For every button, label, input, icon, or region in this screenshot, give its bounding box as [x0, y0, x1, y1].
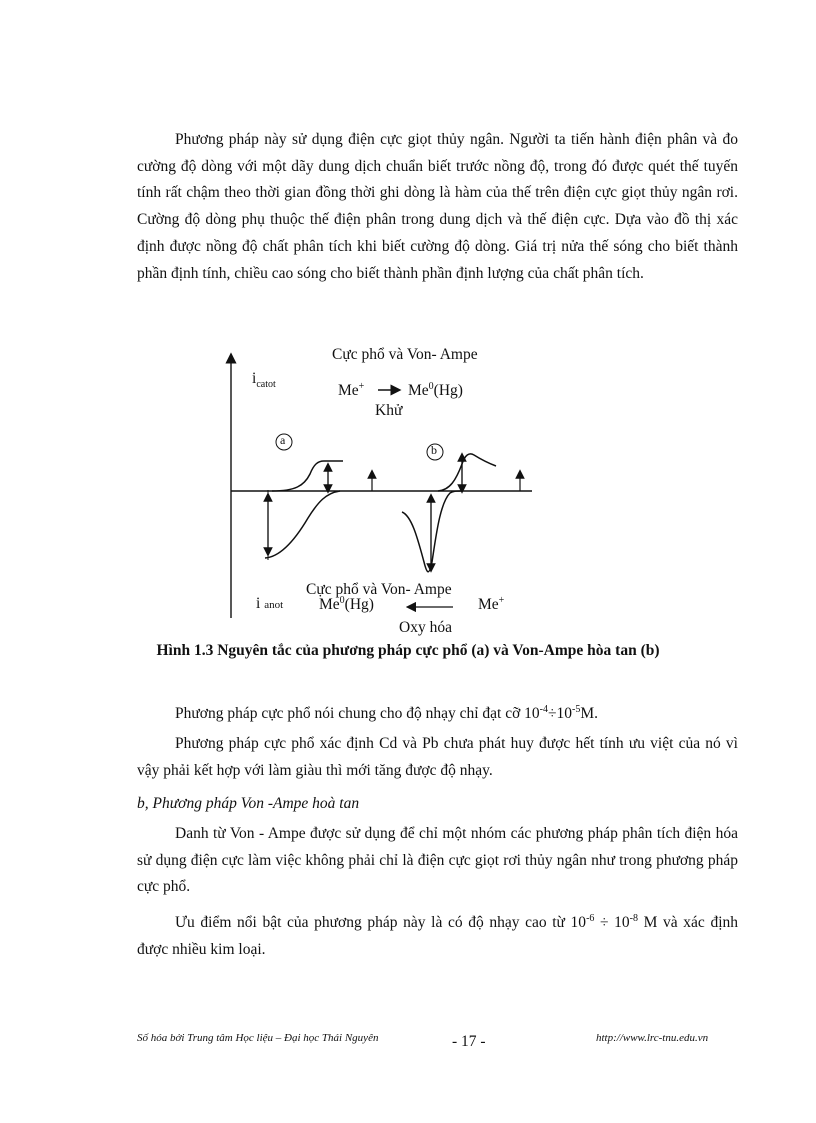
curve-b-peak [438, 454, 496, 491]
figure-top-title: Cực phổ và Von- Ampe [332, 346, 478, 363]
figure-polarography [200, 340, 620, 645]
me0-hg-top: Me$^0$(Hg) [408, 380, 463, 399]
paragraph-advantage: Ưu điểm nổi bật của phương pháp này là có độ nhạy cao từ $10^{-6} \div 10^{-8}$ M và xác định được nhiều kim loại. [137, 912, 738, 958]
section-heading-b: b, Phương pháp Von -Ampe hoà tan [137, 795, 360, 812]
curve-a-cathodic [272, 461, 343, 491]
label-b: b [431, 443, 437, 457]
paragraph-intro [137, 127, 738, 287]
paragraph-sensitivity: Phương pháp cực phổ nói chung cho độ nhạy chỉ đạt cỡ $10^{-4}\div 10^{-5}M$. [175, 703, 599, 722]
footer-source: Số hóa bởi Trung tâm Học liệu – Đại học Thái Nguyên [137, 1032, 379, 1044]
oxy-hoa-label: Oxy hóa [399, 619, 452, 636]
label-a: a [280, 433, 286, 447]
i-anot-label: i anot [256, 595, 284, 612]
footer-url[interactable]: http://www.lrc-tnu.edu.vn [596, 1032, 709, 1044]
paragraph-intro-text: Phương pháp này sử dụng điện cực giọt thủy ngân. Người ta tiến hành điện phân và đo cường độ dòng với một dãy dung dịch chuẩn biết trước nồng độ, trong đó được quét thế tuyến tính rất chậm theo thời gian đồng thời ghi dòng là hàm của thế trên điện cực giọt thủy ngân rơi. Cường độ dòng phụ thuộc thế điện phân trong dung dịch và thế điện cực. Dựa vào đồ thị xác định được nồng độ chất phân tích khi biết cường độ dòng. Giá trị nửa thế sóng cho biết thành phần định tính, chiều cao sóng cho biết thành phần định lượng của chất phân tích. [137, 131, 738, 282]
me0-hg-bottom: Me$^0$(Hg) [319, 594, 374, 613]
paragraph-cd-pb: Phương pháp cực phổ xác định Cd và Pb chưa phát huy được hết tính ưu việt của nó vì vậy phải kết hợp với làm giàu thì mới tăng được độ nhạy. [137, 735, 738, 779]
i-catot-label: $i_{catot}$ [252, 370, 276, 391]
figure-bottom-title: Cực phổ và Von- Ampe [306, 581, 452, 598]
curve-b-stripping [402, 491, 462, 572]
khu-label: Khử [375, 402, 403, 419]
me-plus-top: Me+ [338, 380, 365, 399]
paragraph-von-ampe: Danh từ Von - Ampe được sử dụng để chỉ một nhóm các phương pháp phân tích điện hóa sử dụng điện cực làm việc không phải chỉ là điện cực giọt rơi thủy ngân như trong phương pháp cực phổ. [137, 825, 738, 896]
page-number: - 17 - [452, 1033, 486, 1050]
curve-a-anodic [265, 491, 340, 558]
me-plus-bottom: Me+ [478, 594, 505, 613]
figure-caption: Hình 1.3 Nguyên tắc của phương pháp cực phổ (a) và Von-Ampe hòa tan (b) [156, 642, 660, 659]
